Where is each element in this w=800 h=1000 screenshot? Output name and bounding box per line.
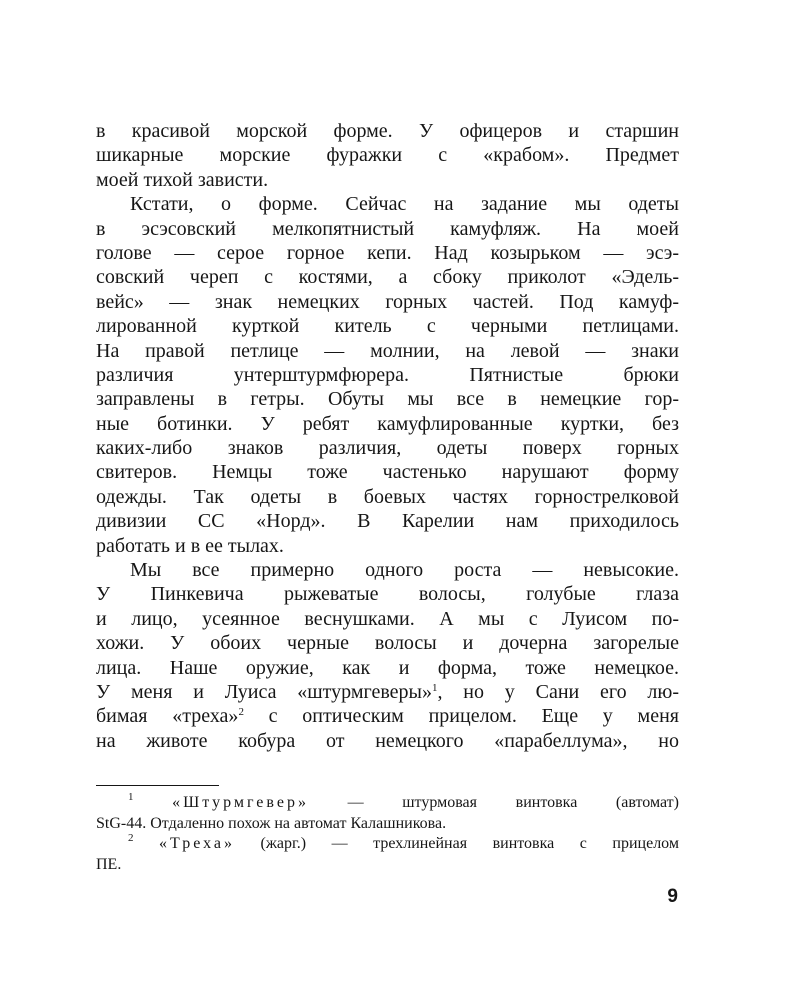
text-line: вейс» — знак немецких горных частей. Под камуф-	[96, 290, 679, 313]
body-text	[96, 119, 679, 753]
text-line: хожи. У обоих черные волосы и дочерна загорелые	[96, 632, 679, 655]
text-line: шикарные морские фуражки с «крабом». Предмет	[96, 144, 679, 167]
text-line: в эсэсовский мелкопятнистый камуфляж. На моей	[96, 217, 679, 240]
text-line: У Пинкевича рыжеватые волосы, голубые глаза	[96, 583, 679, 606]
text-line: одежды. Так одеты в боевых частях горнострелковой	[96, 485, 679, 508]
text-line: совский череп с костями, а сбоку приколот «Эдель-	[96, 266, 679, 289]
footnotes	[96, 793, 679, 875]
text-line: Кстати, о форме. Сейчас на задание мы одеты	[130, 193, 679, 216]
footnote-text: — штурмовая винтовка (автомат)	[308, 794, 680, 811]
footnote-number: 2	[128, 832, 134, 844]
text-line: различия унтерштурмфюрера. Пятнистые брюки	[96, 363, 679, 386]
page-number: 9	[667, 886, 678, 907]
text-line: в красивой морской форме. У офицеров и старшин	[96, 120, 679, 142]
text-line	[96, 704, 679, 728]
footnote-line: StG-44. Отдаленно похож на автомат Калашникова.	[96, 814, 447, 832]
text-line: На правой петлице — молнии, на левой — знаки	[96, 339, 679, 362]
footnote-ref: 2	[238, 706, 244, 719]
text-segment: , но у Сани его лю-	[437, 680, 679, 703]
footnote-ref: 1	[431, 681, 438, 694]
text-line: свитеров. Немцы тоже частенько нарушают форму	[96, 461, 679, 484]
text-line: на животе кобура от немецкого «парабеллума», но	[96, 729, 679, 752]
footnote-line	[96, 793, 679, 814]
text-line: лица. Наше оружие, как и форма, тоже немецкое.	[96, 656, 679, 679]
text-line: лированной курткой китель с черными петлицами.	[96, 315, 679, 338]
footnote-term: «Треха»	[159, 835, 235, 852]
footnote-text: (жарг.) — трехлинейная винтовка с прицелом	[235, 835, 680, 852]
text-line: заправлены в гетры. Обуты мы все в немецкие гор-	[96, 388, 679, 411]
text-segment: бимая «треха»	[96, 705, 239, 728]
text-line: моей тихой зависти.	[96, 168, 269, 191]
text-line: ные ботинки. У ребят камуфлированные куртки, без	[96, 412, 679, 435]
text-line: голове — серое горное кепи. Над козырьком — эсэ-	[96, 241, 679, 264]
footnote-term: «Штурмгевер»	[172, 794, 309, 811]
text-segment: У меня и Луиса «штурмгеверы»	[96, 680, 432, 703]
footnote-line: ПЕ.	[96, 855, 122, 873]
text-line: дивизии СС «Норд». В Карелии нам приходилось	[96, 510, 679, 533]
text-line	[96, 680, 679, 704]
footnote-number: 1	[128, 791, 134, 803]
text-line: работать и в ее тылах.	[96, 534, 284, 557]
text-line: и лицо, усеянное веснушками. А мы с Луисом по-	[96, 607, 679, 630]
footnote-separator	[96, 785, 219, 786]
footnote-line	[96, 834, 679, 855]
text-line: Мы все примерно одного роста — невысокие.	[130, 559, 679, 582]
text-line: каких-либо знаков различия, одеты поверх горных	[96, 437, 679, 460]
text-segment: с оптическим прицелом. Еще у меня	[243, 705, 679, 728]
